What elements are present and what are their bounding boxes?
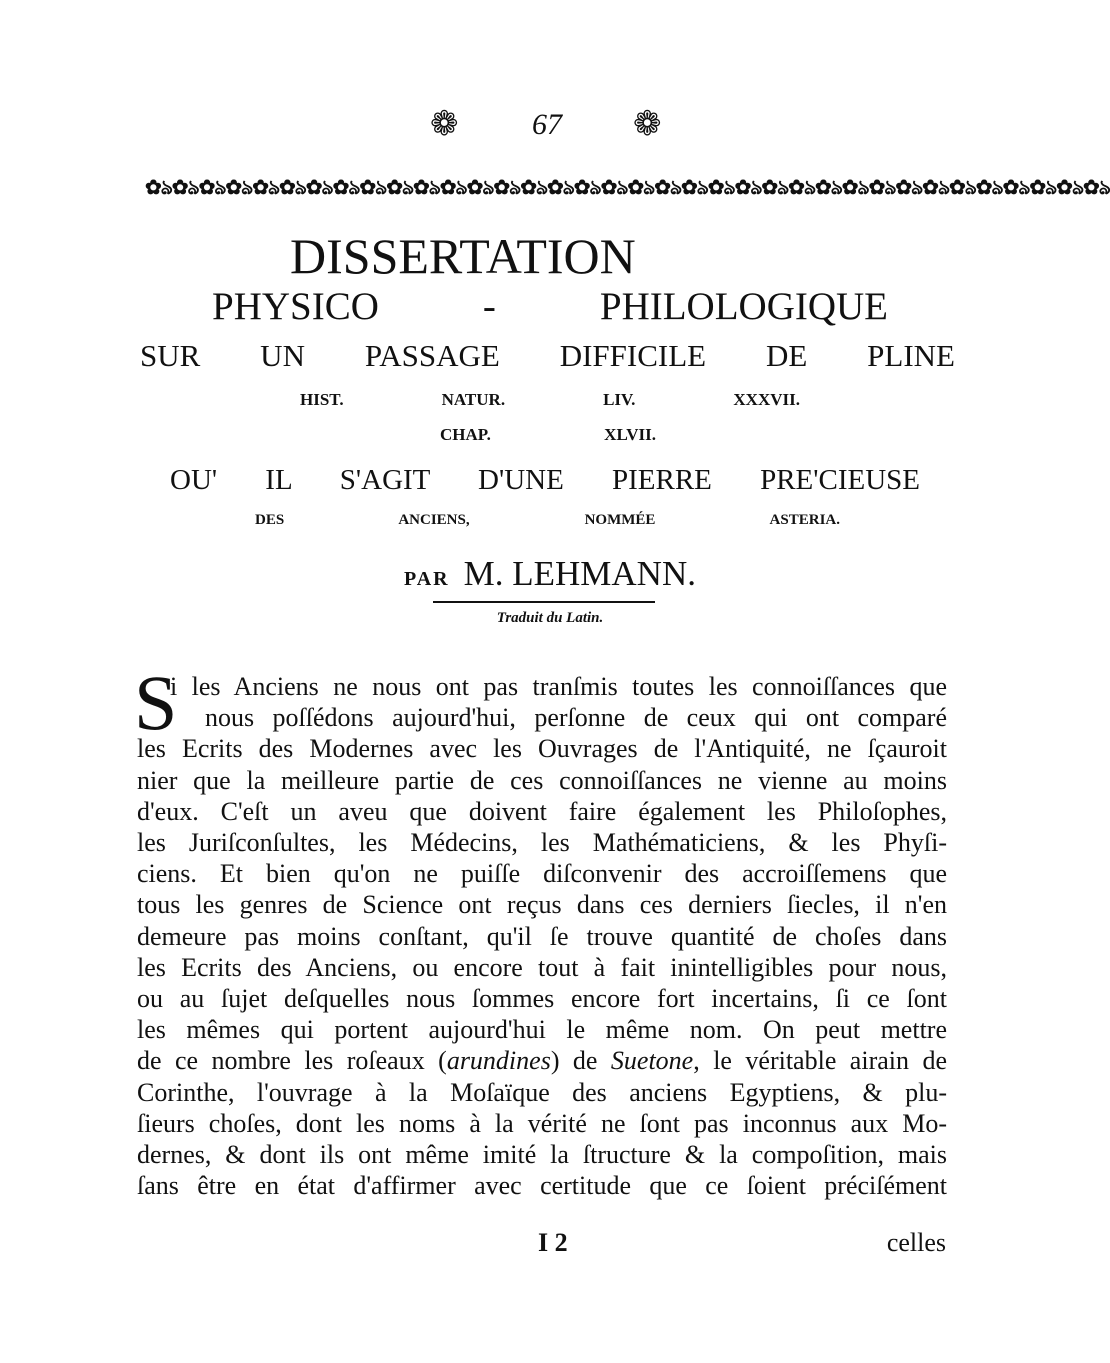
drop-cap: S bbox=[134, 659, 178, 746]
body-line: ſieurs choſes, dont les noms à la vérité ne ſont pas inconnus aux Mo- bbox=[137, 1108, 947, 1138]
body-line: ſans être en état d'affirmer avec certitude que ce ſoient préciſément bbox=[137, 1171, 947, 1201]
page-number: 67 bbox=[532, 108, 562, 141]
body-line: les Ecrits des Anciens, ou encore tout à fait inintelligibles pour nous, bbox=[137, 952, 947, 982]
fleuron-right-icon: ❁ bbox=[633, 106, 662, 143]
ornamental-border: ✿ঌ✿ঌ✿ঌ✿ঌ✿ঌ✿ঌ✿ঌ✿ঌ✿ঌ✿ঌ✿ঌ✿ঌ✿ঌ✿ঌ✿ঌ✿ঌ✿ঌ✿ঌ✿ঌ✿ঌ✿ঌ✿ঌ✿ঌ✿ঌ✿ঌ✿ঌ✿ঌ✿ঌ✿ঌ✿ঌ✿ঌ✿ঌ✿ঌ✿ঌ✿ঌ✿ঌ bbox=[145, 177, 1110, 199]
body-line: demeure pas moins conſtant, qu'il ſe trouve quantité de choſes dans bbox=[137, 921, 947, 951]
title-line-3: SUR UN PASSAGE DIFFICILE DE PLINE bbox=[140, 338, 955, 373]
body-line bbox=[137, 1046, 947, 1077]
body-line: les Juriſconſultes, les Médecins, les Mathématiciens, & les Phyſi- bbox=[137, 828, 947, 857]
italic-name: Suetone bbox=[610, 1046, 694, 1076]
body-line: tous les genres de Science ont reçus dans ces derniers ſiecles, il n'en bbox=[137, 890, 947, 920]
body-line: ou au ſujet deſquelles nous ſommes encore fort incertains, ſi ce ſont bbox=[137, 984, 947, 1013]
fleuron-left-icon: ❁ bbox=[430, 106, 459, 143]
catchword: celles bbox=[886, 1228, 946, 1257]
body-line: les Ecrits des Modernes avec les Ouvrages de l'Antiquité, ne ſçauroit bbox=[137, 734, 947, 764]
body-line: Corinthe, l'ouvrage à la Moſaïque des anciens Egyptiens, & plu- bbox=[137, 1077, 947, 1107]
text-segment: , le véritable airain de bbox=[693, 1046, 947, 1076]
title-line-1: DISSERTATION bbox=[290, 228, 636, 284]
title-line-4: HIST. NATUR. LIV. XXXVII. bbox=[300, 390, 800, 409]
title-line-5: CHAP. XLVII. bbox=[440, 425, 656, 444]
text-segment: ) de bbox=[550, 1046, 611, 1076]
body-line: les mêmes qui portent aujourd'hui le même nom. On peut mettre bbox=[137, 1015, 947, 1045]
author: M. LEHMANN. bbox=[463, 554, 696, 593]
title-line-2: PHYSICO - PHILOLOGIQUE bbox=[212, 285, 888, 328]
body-line: ciens. Et bien qu'on ne puiſſe diſconvenir des accroiſſemens que bbox=[137, 859, 947, 889]
italic-term: arundines bbox=[446, 1046, 551, 1076]
body-line: d'eux. C'eſt un aveu que doivent faire également les Philoſophes, bbox=[137, 796, 947, 826]
body-line: nous poſſédons aujourd'hui, perſonne de ceux qui ont comparé bbox=[205, 703, 947, 733]
by-prefix: PAR bbox=[404, 568, 450, 590]
body-line: nier que la meilleure partie de ces connoiſſances ne vienne au moins bbox=[137, 765, 947, 795]
body-line: dernes, & dont ils ont même imité la ſtructure & la compoſition, mais bbox=[137, 1140, 947, 1169]
divider bbox=[433, 601, 655, 603]
translation-note: Traduit du Latin. bbox=[496, 610, 604, 626]
title-line-6: OU' IL S'AGIT D'UNE PIERRE PRE'CIEUSE bbox=[170, 464, 920, 496]
signature-mark: I 2 bbox=[538, 1228, 568, 1257]
body-line: i les Anciens ne nous ont pas tranſmis toutes les connoiſſances que bbox=[170, 672, 947, 701]
byline bbox=[360, 552, 740, 601]
title-line-7: DES ANCIENS, NOMMÉE ASTERIA. bbox=[255, 512, 840, 528]
text-segment: de ce nombre les roſeaux ( bbox=[137, 1046, 447, 1076]
